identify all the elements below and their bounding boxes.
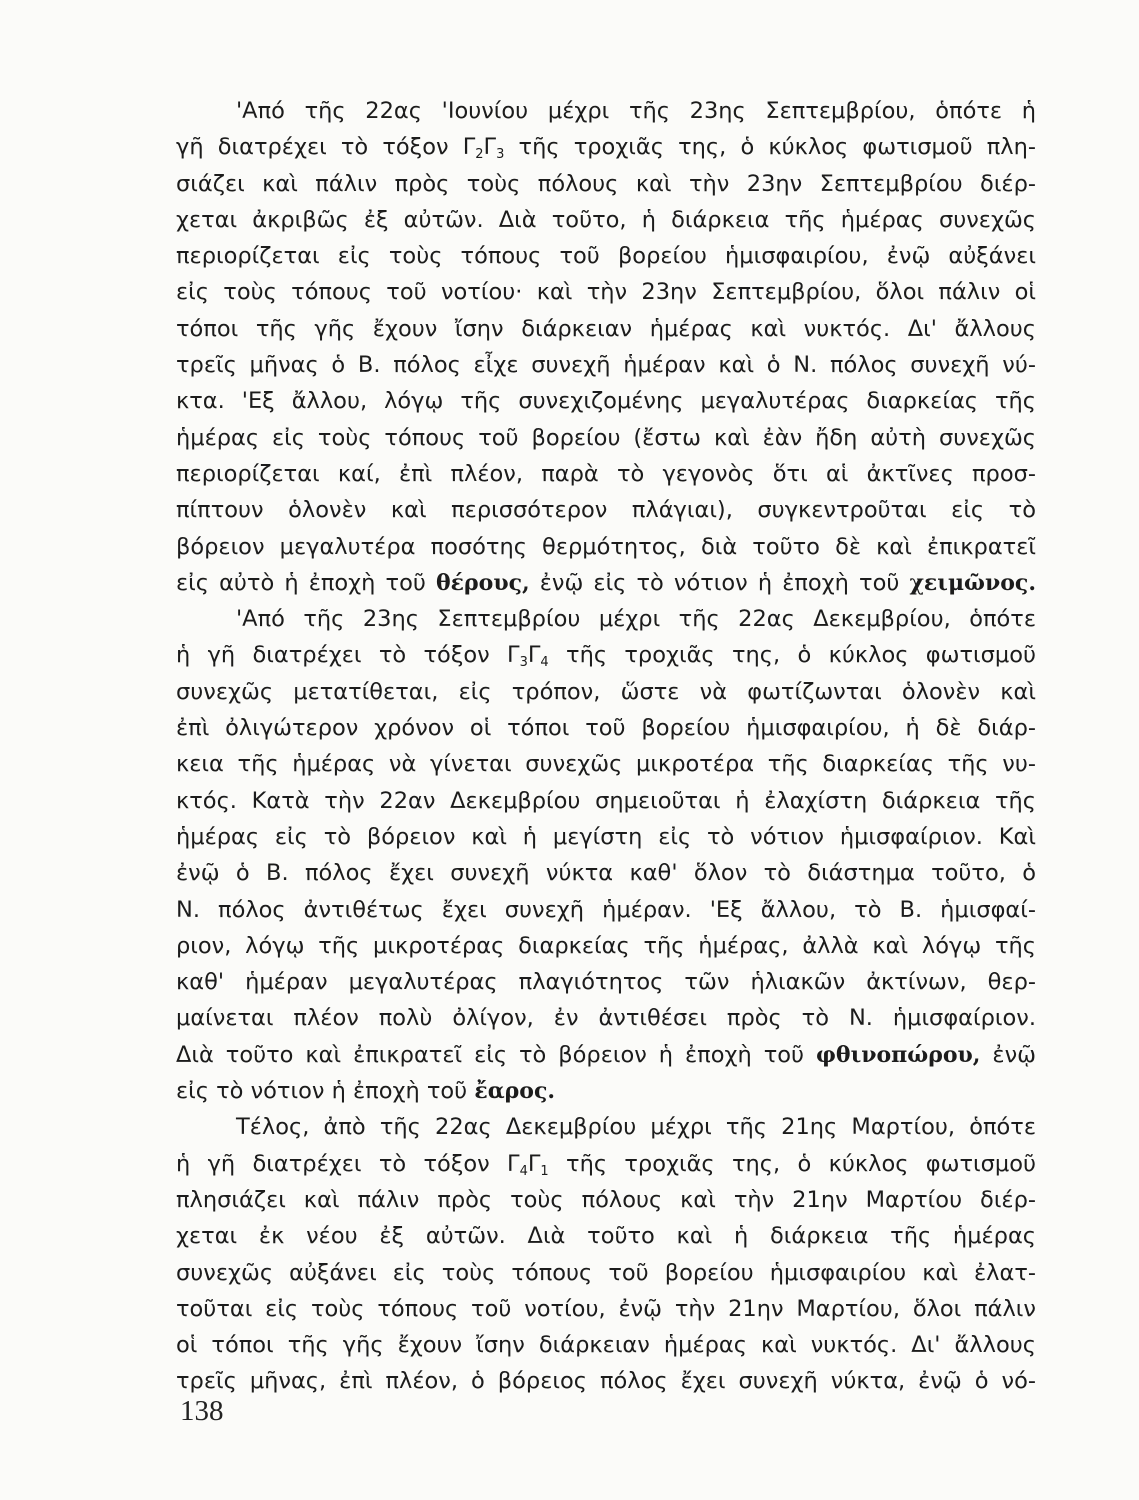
text-line: εἰς αὐτὸ ἡ ἐποχὴ τοῦ θέρους, ἐνῷ εἰς τὸ νότιον ἡ ἐποχὴ τοῦ χειμῶνος. [176,569,1036,596]
text-line: Τέλος, ἀπὸ τῆς 22ας Δεκεμβρίου μέχρι τῆς 21ης Μαρτίου, ὁπότε [236,1114,1036,1141]
text-line: τοῦται εἰς τοὺς τόπους τοῦ νοτίου, ἐνῷ τὴν 21ην Μαρτίου, ὅλοι πάλιν [176,1295,1036,1322]
text-line: ἐνῷ ὁ Β. πόλος ἔχει συνεχῆ νύκτα καθ' ὅλον τὸ διάστημα τοῦτο, ὁ [176,860,1036,887]
text-line: ἡμέρας εἰς τὸ βόρειον καὶ ἡ μεγίστη εἰς τὸ νότιον ἡμισφαίριον. Καὶ [176,823,1036,850]
text-line: εἰς τοὺς τόπους τοῦ νοτίου· καὶ τὴν 23ην Σεπτεμβρίου, ὅλοι πάλιν οἱ [176,279,1036,306]
text-line: ἐπὶ ὀλιγώτερον χρόνον οἱ τόποι τοῦ βορείου ἡμισφαιρίου, ἡ δὲ διάρ- [176,715,1036,742]
text-line: περιορίζεται εἰς τοὺς τόπους τοῦ βορείου ἡμισφαιρίου, ἐνῷ αὐξάνει [176,243,1036,270]
text-line: μαίνεται πλέον πολὺ ὀλίγον, ἐν ἀντιθέσει πρὸς τὸ Ν. ἡμισφαίριον. [176,1005,1036,1032]
text-line: κεια τῆς ἡμέρας νὰ γίνεται συνεχῶς μικροτέρα τῆς διαρκείας τῆς νυ- [176,751,1036,778]
text-line: χεται ἐκ νέου ἐξ αὐτῶν. Διὰ τοῦτο καὶ ἡ διάρκεια τῆς ἡμέρας [176,1223,1036,1250]
bold-term-summer: θέρους, [435,569,530,596]
text-line: ριον, λόγῳ τῆς μικροτέρας διαρκείας τῆς ἡμέρας, ἀλλὰ καὶ λόγῳ τῆς [176,932,1036,959]
text-line: κτα. 'Εξ ἄλλου, λόγῳ τῆς συνεχιζομένης μεγαλυτέρας διαρκείας τῆς [176,388,1036,415]
bold-term-autumn: φθινοπώρου, [816,1041,981,1068]
text-line: Διὰ τοῦτο καὶ ἐπικρατεῖ εἰς τὸ βόρειον ἡ ἐποχὴ τοῦ φθινοπώρου, ἐνῷ [176,1041,1036,1068]
bold-term-spring: ἔαρος. [474,1078,556,1105]
text-line: τρεῖς μῆνας ὁ Β. πόλος εἶχε συνεχῆ ἡμέραν καὶ ὁ Ν. πόλος συνεχῆ νύ- [176,352,1036,379]
text-line: χεται ἀκριβῶς ἐξ αὐτῶν. Διὰ τοῦτο, ἡ διάρκεια τῆς ἡμέρας συνεχῶς [176,206,1036,233]
text-line: 'Από τῆς 23ης Σεπτεμβρίου μέχρι τῆς 22ας Δεκεμβρίου, ὁπότε [236,606,1036,633]
text-line: σιάζει καὶ πάλιν πρὸς τοὺς πόλους καὶ τὴν 23ην Σεπτεμβρίου διέρ- [176,170,1036,197]
text-line: συνεχῶς αὐξάνει εἰς τοὺς τόπους τοῦ βορείου ἡμισφαιρίου καὶ ἐλατ- [176,1259,1036,1286]
text-line: ἡ γῆ διατρέχει τὸ τόξον $\Gamma_4\Gamma_1$ τῆς τροχιᾶς της, ὁ κύκλος φωτισμοῦ [176,1150,1036,1179]
paragraph-2 [176,601,1036,1109]
page-number: 138 [180,1395,224,1427]
text-line: πίπτουν ὁλονὲν καὶ περισσότερον πλάγιαι), συγκεντροῦται εἰς τὸ [176,497,1036,524]
text-line: καθ' ἡμέραν μεγαλυτέρας πλαγιότητος τῶν ἡλιακῶν ἀκτίνων, θερ- [176,969,1036,996]
text-line: τρεῖς μῆνας, ἐπὶ πλέον, ὁ βόρειος πόλος ἔχει συνεχῆ νύκτα, ἐνῷ ὁ νό- [176,1368,1036,1395]
text-line: ἡμέρας εἰς τοὺς τόπους τοῦ βορείου (ἔστω καὶ ἐὰν ἤδη αὐτὴ συνεχῶς [176,424,1036,451]
text-line: 'Από τῆς 22ας 'Ιουνίου μέχρι τῆς 23ης Σεπτεμβρίου, ὁπότε ἡ [236,98,1036,124]
text-line: συνεχῶς μετατίθεται, εἰς τρόπον, ὥστε νὰ φωτίζωνται ὁλονὲν καὶ [176,678,1036,705]
bold-term-winter: χειμῶνος. [909,569,1036,596]
text-line: Ν. πόλος ἀντιθέτως ἔχει συνεχῆ ἡμέραν. 'Εξ ἄλλου, τὸ Β. ἡμισφαί- [176,896,1036,923]
text-line: ἡ γῆ διατρέχει τὸ τόξον $\Gamma_3\Gamma_4$ τῆς τροχιᾶς της, ὁ κύκλος φωτισμοῦ [176,642,1036,671]
text-line: περιορίζεται καί, ἐπὶ πλέον, παρὰ τὸ γεγονὸς ὅτι αἱ ἀκτῖνες προσ- [176,460,1036,487]
page-body [176,93,1036,1400]
text-line: γῆ διατρέχει τὸ τόξον $\Gamma_2\Gamma_3$ τῆς τροχιᾶς της, ὁ κύκλος φωτισμοῦ πλη- [176,134,1036,163]
paragraph-1 [176,93,1036,601]
paragraph-3 [176,1109,1036,1399]
text-line: πλησιάζει καὶ πάλιν πρὸς τοὺς πόλους καὶ τὴν 21ην Μαρτίου διέρ- [176,1186,1036,1213]
text-line: βόρειον μεγαλυτέρα ποσότης θερμότητος, διὰ τοῦτο δὲ καὶ ἐπικρατεῖ [176,533,1036,560]
text-line: τόποι τῆς γῆς ἔχουν ἴσην διάρκειαν ἡμέρας καὶ νυκτός. Δι' ἄλλους [176,315,1036,342]
text-line: κτός. Κατὰ τὴν 22αν Δεκεμβρίου σημειοῦται ἡ ἐλαχίστη διάρκεια τῆς [176,787,1036,814]
text-line: εἰς τὸ νότιον ἡ ἐποχὴ τοῦ ἔαρος. [176,1078,556,1105]
text-line: οἱ τόποι τῆς γῆς ἔχουν ἴσην διάρκειαν ἡμέρας καὶ νυκτός. Δι' ἄλλους [176,1332,1036,1359]
